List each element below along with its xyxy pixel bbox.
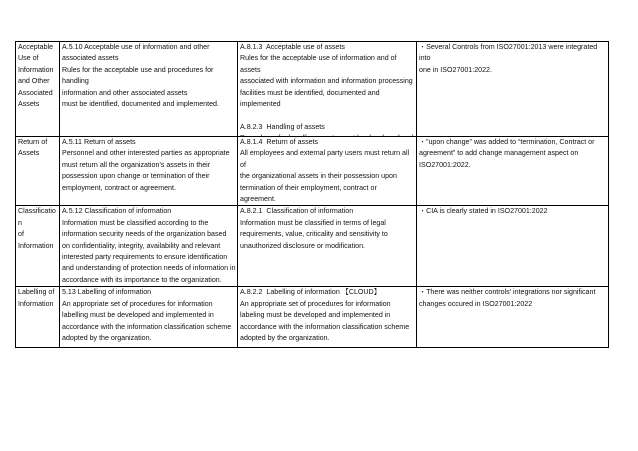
cell-text-line: A.8.2.1 Classification of information	[240, 207, 354, 216]
iso2022-control-cell	[60, 206, 238, 287]
cell-text-line: A.8.1.4 Return of assets	[240, 138, 319, 146]
cell-text-line: A.8.1.3 Acceptable use of assets	[240, 43, 345, 51]
cell-text-line: ・Several Controls from ISO27001:2013 were integrated into	[419, 43, 600, 63]
cell-text-line	[240, 133, 415, 136]
cell-text-line: Assets	[18, 149, 40, 158]
cell-text-line: associated assets	[62, 54, 119, 63]
cell-text-line: Rules for the acceptable use of information and of assets	[240, 54, 399, 74]
cell-text-line: accordance with its importance to the organization.	[62, 275, 222, 284]
iso-controls-comparison-table	[15, 41, 609, 348]
iso2022-control-cell	[60, 287, 238, 348]
iso2022-control-cell	[60, 137, 238, 206]
iso2013-control-cell	[238, 42, 417, 137]
table-row	[16, 206, 609, 287]
cell-text-line: A.5.10 Acceptable use of information and other	[62, 43, 210, 51]
cell-text-line: associated with information and information processing	[240, 77, 413, 86]
cell-text-line: employment, contract or agreement.	[62, 183, 176, 192]
iso2013-control-cell	[238, 137, 417, 206]
topic-cell	[16, 137, 60, 206]
cell-text-line: Information	[18, 65, 54, 74]
cell-clip	[240, 42, 415, 136]
cell-text-line: the organizational assets in their possession upon	[240, 172, 397, 181]
cell-text-line: ・There was neither controls' integrations nor significant	[419, 288, 596, 297]
iso2022-control-cell	[60, 42, 238, 137]
topic-cell	[16, 287, 60, 348]
cell-text-line: one in ISO27001:2022.	[419, 65, 492, 74]
cell-text-line: accordance with the information classification scheme	[240, 322, 410, 331]
cell-text-line: ・”upon change” was added to “termination, Contract or	[419, 138, 595, 146]
cell-text-line: labeling must be developed and implemented in	[240, 311, 391, 320]
cell-text-line: Classification	[18, 207, 56, 227]
blank-line	[240, 110, 415, 121]
iso2013-control-cell	[238, 206, 417, 287]
topic-cell	[16, 42, 60, 137]
cell-text-line: A.5.12 Classification of information	[62, 207, 172, 216]
cell-text-line: interested party requirements to ensure identification	[62, 253, 228, 262]
cell-text-line: information and other associated assets	[62, 88, 188, 97]
cell-text-line: accordance with the information classification scheme	[62, 322, 232, 331]
cell-text-line: Associated	[18, 88, 53, 97]
comparison-table-container	[15, 41, 608, 348]
cell-text-line: ISO27001:2022.	[419, 160, 471, 169]
cell-text-line: Rules for the acceptable use and procedures for handling	[62, 65, 216, 86]
iso2013-control-cell	[238, 287, 417, 348]
cell-text-line: information security needs of the organization based	[62, 230, 227, 239]
cell-text-line: labelling must be developed and implemented in	[62, 311, 214, 320]
cell-text-line: requirements, value, criticality and sensitivity to	[240, 230, 388, 239]
cell-text-line: Information	[18, 299, 54, 308]
cell-text-line: on confidentiality, integrity, availability and relevant	[62, 241, 221, 250]
cell-text-line: A.8.2.3 Handling of assets	[240, 122, 325, 131]
cell-text-line: A.8.2.2 Labelling of information 【CLOUD】	[240, 288, 381, 297]
cell-text-line: termination of their employment, contract or	[240, 183, 377, 192]
table-row	[16, 287, 609, 348]
cell-text-line: of	[18, 230, 24, 239]
cell-text-line: agreement.	[240, 195, 276, 204]
cell-text-line: Use of	[18, 54, 39, 63]
cell-text-line: Personnel and other interested parties as appropriate	[62, 149, 230, 158]
cell-text-line: Information must be classified according to the	[62, 218, 209, 227]
cell-text-line: Information	[18, 241, 54, 250]
cell-text-line: changes occured in ISO27001:2022	[419, 299, 533, 308]
cell-text-line: and understanding of protection needs of information in	[62, 264, 236, 273]
table-body	[16, 42, 609, 348]
cell-text-line: 5.13 Labelling of information	[62, 288, 152, 297]
cell-text-line: Acceptable	[18, 43, 54, 51]
cell-text-line: possession upon change or termination of their	[62, 172, 210, 181]
cell-text-line: All employees and external party users must return all of	[240, 149, 412, 169]
cell-text-line: An appropriate set of procedures for information	[240, 299, 391, 308]
change-note-cell	[417, 206, 609, 287]
change-note-cell	[417, 287, 609, 348]
cell-text-line: and Other	[18, 77, 50, 86]
table-row	[16, 42, 609, 137]
cell-text-line: must return all the organization’s assets in their	[62, 160, 211, 169]
cell-text-line: facilities must be identified, documented and	[240, 88, 380, 97]
cell-text-line: must be identified, documented and implemented.	[62, 100, 219, 109]
cell-text-line: implemented	[240, 100, 281, 109]
table-row	[16, 137, 609, 206]
cell-text-line: ・CIA is clearly stated in ISO27001:2022	[419, 207, 548, 216]
cell-text-line: Return of	[18, 138, 48, 146]
cell-text-line: adopted by the organization.	[240, 333, 330, 342]
cell-text-line: unauthorized disclosure or modification.	[240, 241, 365, 250]
change-note-cell	[417, 42, 609, 137]
cell-text-line: Labelling of	[18, 288, 55, 297]
cell-text-line: A.5.11 Return of assets	[62, 138, 136, 146]
cell-text-line: agreement” to add change management aspect on	[419, 149, 579, 158]
topic-cell	[16, 206, 60, 287]
change-note-cell	[417, 137, 609, 206]
cell-text-line: adopted by the organization.	[62, 333, 152, 342]
cell-text-line: Assets	[18, 100, 40, 109]
cell-text-line: Information must be classified in terms of legal	[240, 218, 386, 227]
cell-text-line: An appropriate set of procedures for information	[62, 299, 213, 308]
